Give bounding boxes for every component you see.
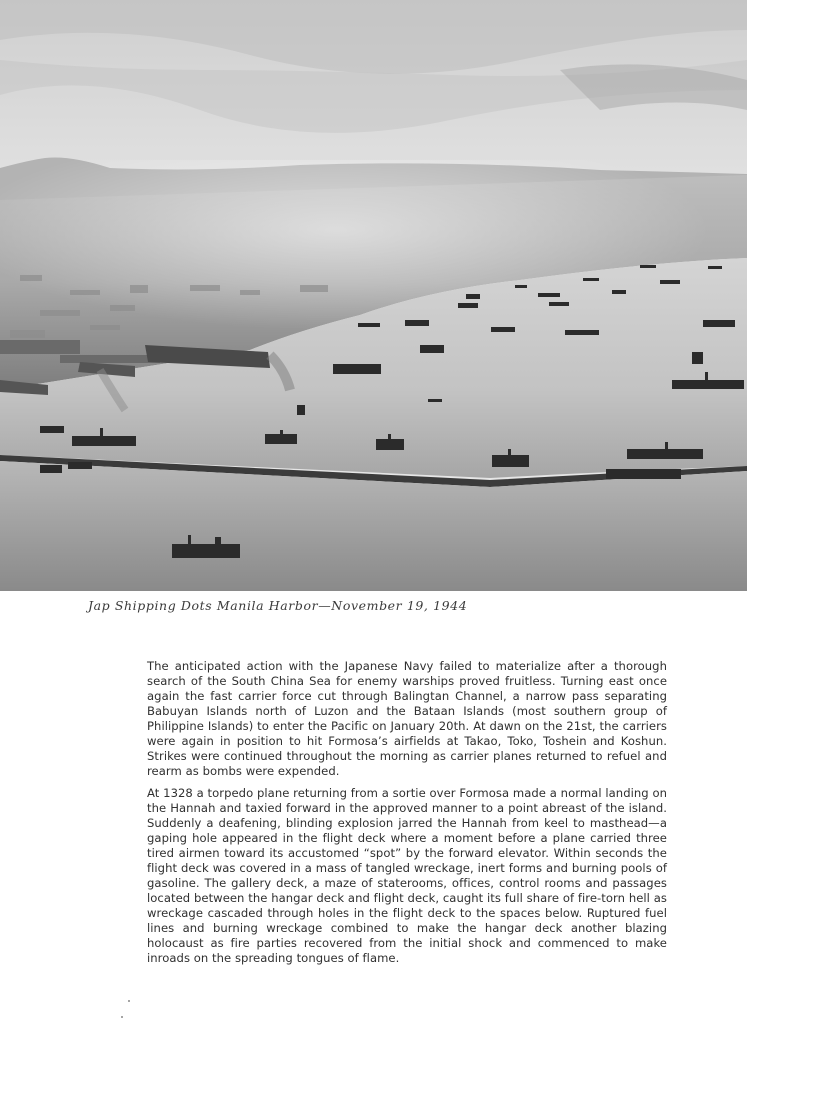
article-body [147,659,667,973]
print-speck [121,1016,123,1018]
paragraph: At 1328 a torpedo plane returning from a sortie over Formosa made a normal landing on the Hannah and taxied forward in the approved manner to a point abreast of the island. Suddenly a deafening, blinding explosion jarred the Hannah from keel to masthead—a gaping hole appeared in the flight deck where a moment before a plane carried three tired airmen toward its accustomed “spot” by the forward elevator. Within seconds the flight deck was covered in a mass of tangled wreckage, inert forms and burning pools of gasoline. The gallery deck, a maze of staterooms, offices, control rooms and passages located between the hangar deck and flight deck, caught its full share of fire-torn hell as wreckage cascaded through holes in the flight deck to the spaces below. Ruptured fuel lines and burning wreckage combined to make the hangar deck another blazing holocaust as fire parties recovered from the initial shock and commenced to make inroads on the spreading tongues of flame. [147,786,667,965]
photograph-image-icon [0,0,747,591]
print-speck [128,1000,130,1002]
photo-caption: Jap Shipping Dots Manila Harbor—November 19, 1944 [88,598,468,613]
paragraph: The anticipated action with the Japanese Navy failed to materialize after a thorough search of the South China Sea for enemy warships proved fruitless. Turning east once again the fast carrier force cut through Balingtan Channel, a narrow pass separating Babuyan Islands north of Luzon and the Bataan Islands (most southern group of Philippine Islands) to enter the Pacific on January 20th. At dawn on the 21st, the carriers were again in position to hit Formosa’s airfields at Takao, Toko, Toshein and Koshun. Strikes were continued throughout the morning as carrier planes returned to refuel and rearm as bombs were expended. [147,659,667,778]
harbor-photograph [0,0,747,591]
